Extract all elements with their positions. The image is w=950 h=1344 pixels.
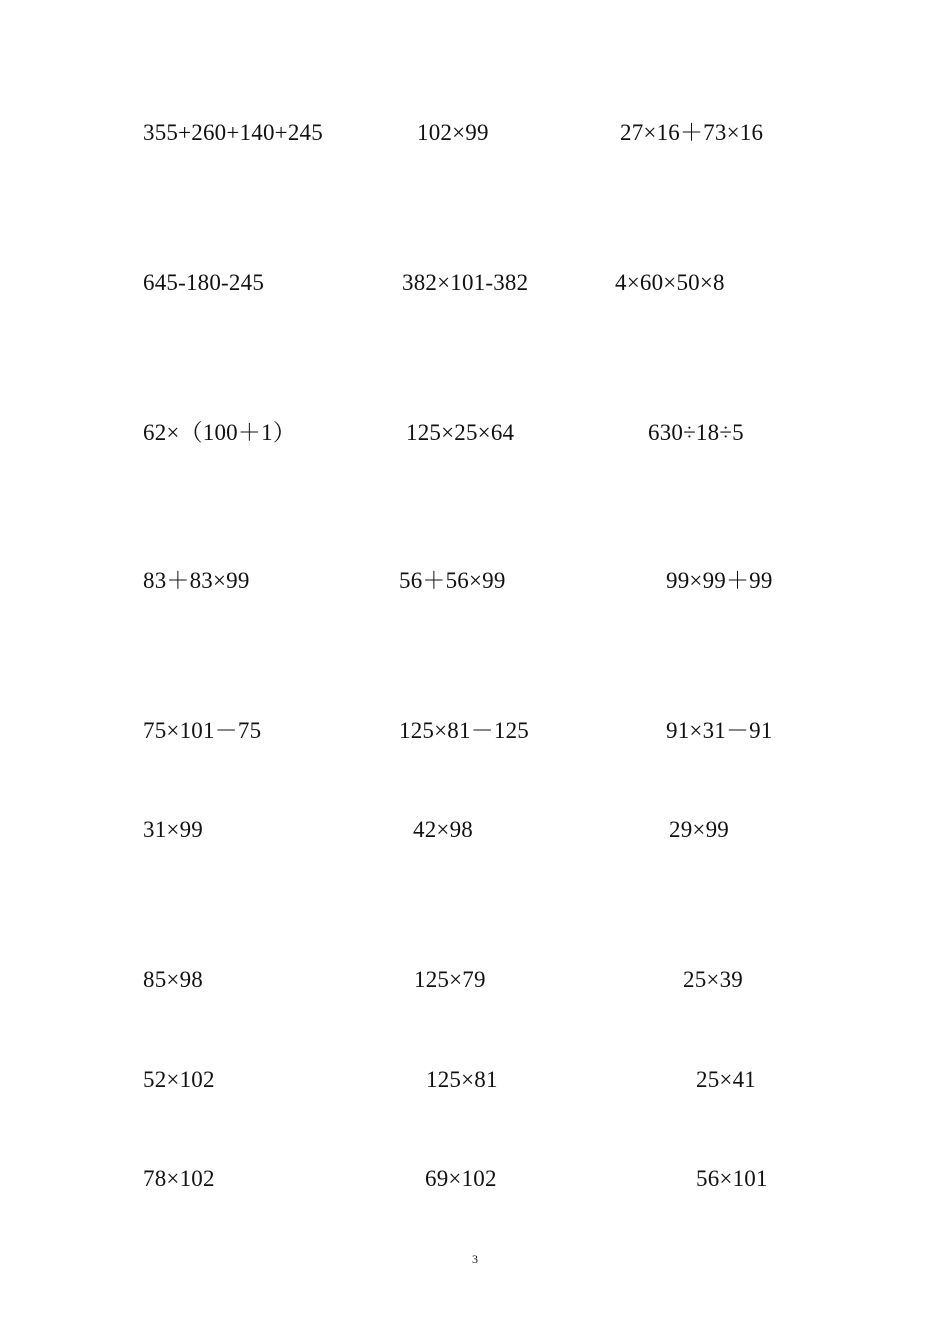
page-number: 3 [472,1252,478,1266]
problem-expression: 42×98 [413,817,473,842]
problem-expression: 78×102 [143,1166,215,1191]
problem-expression: 83＋83×99 [143,568,250,593]
problem-expression: 52×102 [143,1067,215,1092]
problem-expression: 4×60×50×8 [615,270,725,295]
problem-expression: 29×99 [669,817,729,842]
problem-expression: 85×98 [143,967,203,992]
problem-expression: 125×79 [414,967,486,992]
problem-expression: 62×（100＋1） [143,420,296,445]
problem-expression: 125×81 [426,1067,498,1092]
problem-expression: 25×41 [696,1067,756,1092]
problem-expression: 355+260+140+245 [143,120,323,145]
problem-expression: 56＋56×99 [399,568,506,593]
problem-expression: 630÷18÷5 [648,420,744,445]
problem-expression: 91×31－91 [666,718,773,743]
problem-expression: 27×16＋73×16 [620,120,764,145]
problem-expression: 75×101－75 [143,718,262,743]
problem-expression: 56×101 [696,1166,768,1191]
problem-expression: 69×102 [425,1166,497,1191]
problem-expression: 382×101-382 [402,270,529,295]
problem-expression: 645-180-245 [143,270,265,295]
problem-expression: 31×99 [143,817,203,842]
problem-expression: 125×25×64 [406,420,515,445]
problem-expression: 125×81－125 [399,718,529,743]
problem-expression: 99×99＋99 [666,568,773,593]
problem-expression: 25×39 [683,967,743,992]
problem-expression: 102×99 [417,120,489,145]
